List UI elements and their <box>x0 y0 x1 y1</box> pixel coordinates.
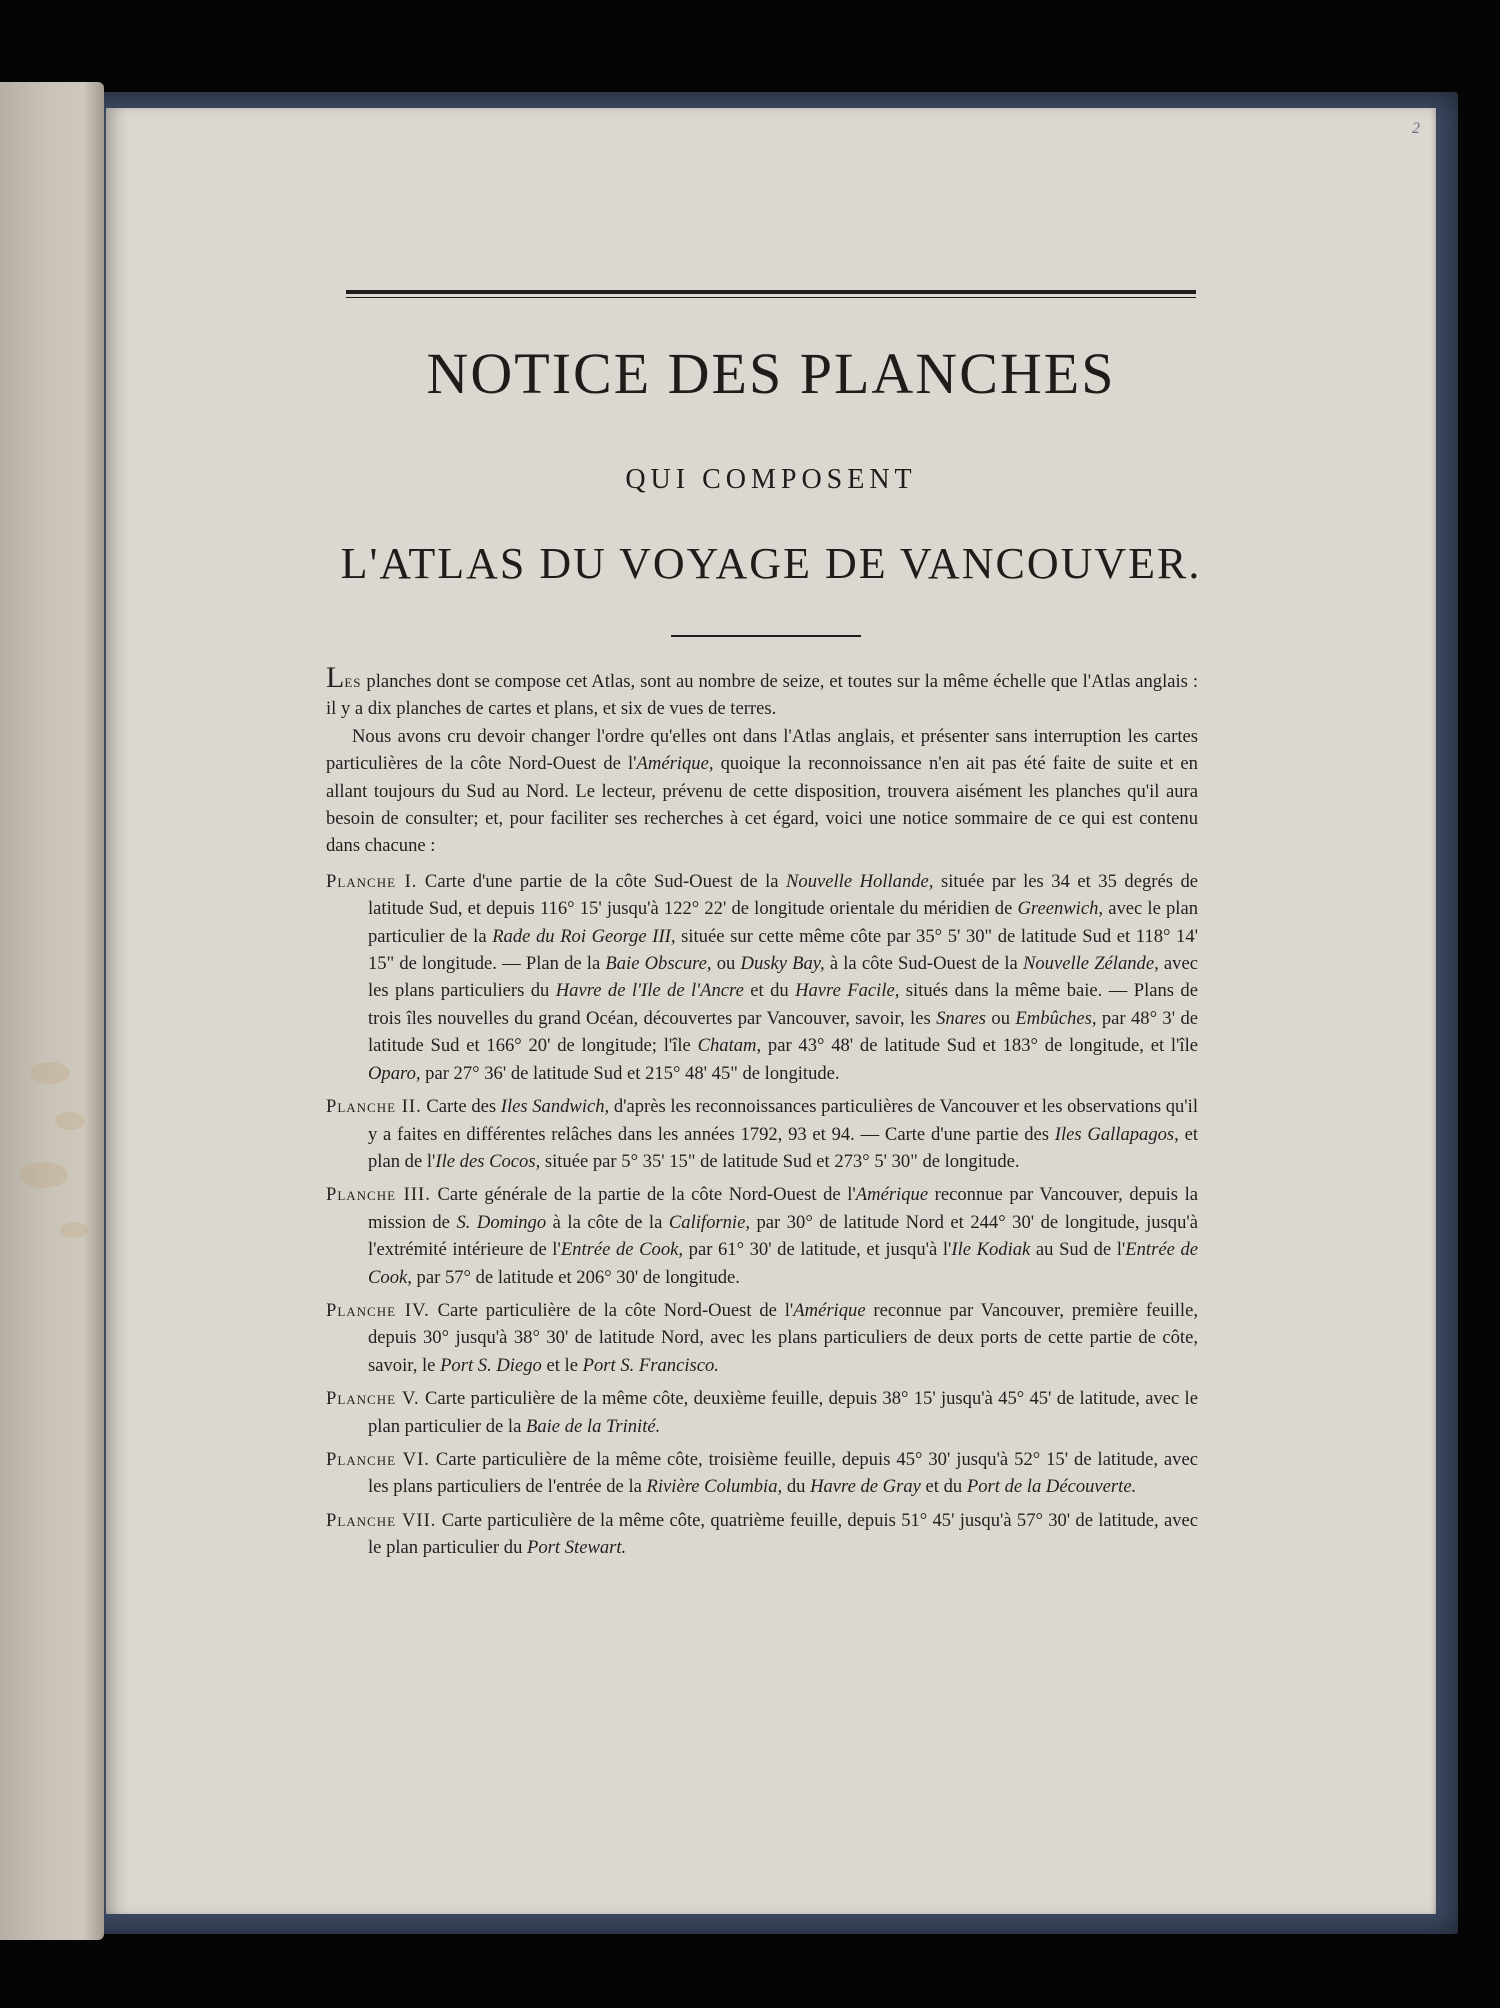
plate-text: reconnue par Vancouver, première feuille, depuis 30° jusqu'à 38° 30' de latitude Nord, avec les plans particuliers de deux ports de cette partie de côte, savoir, le <box>368 1299 1198 1376</box>
plate-place-name: Havre de l'Ile de l'Ancre <box>555 980 744 1002</box>
plate-text: Carte particulière de la même côte, quatrième feuille, depuis 51° 45' jusqu'à 57° 30' de latitude, avec le plan particulier du <box>368 1509 1198 1559</box>
plate-text: par 43° 48' de latitude Sud et 183° de longitude, et l'île <box>761 1035 1198 1057</box>
plate-place-name: Iles Gallapagos, <box>1054 1123 1179 1145</box>
intro-paragraph-2: Nous avons cru devoir changer l'ordre qu'elles ont dans l'Atlas anglais, et présenter sans interruption les cartes particulières de la côte Nord-Ouest de l'Amérique, quoique la reconnoissance n'en ait pas été faite de suite et en allant toujours du Sud au Nord. Le lecteur, prévenu de cette disposition, trouvera aisément les planches qu'il aura besoin de consulter; et, pour faciliter ses recherches à cet égard, voici une notice sommaire de ce qui est contenu dans chacune : <box>326 725 1198 857</box>
plate-place-name: Iles Sandwich, <box>500 1096 610 1118</box>
plate-place-name: Havre Facile, <box>795 980 900 1002</box>
plate-place-name: Chatam, <box>697 1035 762 1057</box>
plate-text: par 48° 3' de latitude Sud et 166° 20' de longitude; l'île <box>368 1007 1199 1057</box>
plate-entry <box>326 1093 1198 1175</box>
plate-entry <box>326 1446 1198 1501</box>
plate-label: Planche VI. <box>326 1448 430 1470</box>
plate-text: Carte particulière de la même côte, troisième feuille, depuis 45° 30' jusqu'à 52° 15' de latitude, avec les plans particuliers de l'entrée de la <box>368 1448 1198 1498</box>
plate-place-name: Havre de Gray <box>810 1476 921 1498</box>
notice-body <box>326 661 1199 1568</box>
plate-text: avec le plan particulier de la <box>368 898 1198 947</box>
plate-text: Carte d'une partie de la côte Sud-Ouest de la <box>417 870 787 892</box>
plate-place-name: Oparo, <box>368 1062 421 1084</box>
plate-text: ou <box>986 1007 1016 1029</box>
plate-place-name: Embûches, <box>1015 1007 1097 1029</box>
plate-text: avec les plans particuliers du <box>368 953 1198 1002</box>
plate-text: du <box>782 1476 811 1498</box>
drop-cap: L <box>326 661 345 694</box>
plate-text: reconnue par Vancouver, depuis la mission de <box>368 1184 1198 1233</box>
plate-text: par 57° de latitude et 206° 30' de longitude. <box>411 1266 740 1288</box>
plate-text: par 27° 36' de latitude Sud et 215° 48' 45" de longitude. <box>420 1062 840 1084</box>
top-double-rule <box>346 290 1196 294</box>
plate-text: d'après les reconnoissances particulières de Vancouver et les observations qu'il y a faites en différentes relâches dans les années 1792, 93 et 94. — Carte d'une partie des <box>368 1096 1198 1145</box>
plate-entry <box>326 1297 1198 1379</box>
plate-place-name: S. Domingo <box>456 1211 547 1233</box>
plate-place-name: Amérique <box>793 1299 866 1321</box>
plate-place-name: Nouvelle Hollande, <box>786 870 934 892</box>
intro-paragraph-1: Les planches dont se compose cet Atlas, sont au nombre de seize, et toutes sur la même échelle que l'Atlas anglais : il y a dix planches de cartes et plans, et six de vues de terres. <box>326 661 1198 720</box>
plate-label: Planche III. <box>326 1184 431 1206</box>
plate-text: et le <box>541 1354 583 1376</box>
folio-number: 2 <box>1412 120 1420 137</box>
plate-entry <box>326 1507 1198 1562</box>
plate-place-name: Ile des Cocos, <box>435 1150 541 1172</box>
page-subtitle: QUI COMPOSENT <box>625 464 917 495</box>
plate-text: Carte générale de la partie de la côte Nord-Ouest de l' <box>430 1184 856 1206</box>
plate-text: située par 5° 35' 15" de latitude Sud et 273° 5' 30" de longitude. <box>540 1150 1020 1172</box>
plate-entry <box>326 868 1198 1087</box>
plate-place-name: Snares <box>936 1007 987 1029</box>
plate-label: Planche V. <box>326 1388 420 1410</box>
plate-label: Planche I. <box>326 870 418 892</box>
plate-text: à la côte de la <box>546 1211 669 1233</box>
plate-text: Carte des <box>421 1096 501 1118</box>
plate-place-name: Port S. Diego <box>440 1354 542 1376</box>
plate-text: par 30° de latitude Nord et 244° 30' de longitude, jusqu'à l'extrémité intérieure de l' <box>368 1211 1198 1261</box>
title-divider <box>671 635 861 637</box>
plate-place-name: Port Stewart. <box>527 1537 627 1559</box>
plate-place-name: Entrée de Cook, <box>368 1239 1198 1288</box>
plate-place-name: Amérique <box>855 1184 929 1206</box>
plate-text: au Sud de l' <box>1030 1239 1126 1261</box>
plate-place-name: Port de la Découverte. <box>966 1476 1137 1498</box>
plate-text: située sur cette même côte par 35° 5' 30" de latitude Sud et 118° 14' 15" de longitude. — Plan de la <box>368 925 1198 975</box>
plate-entry <box>326 1181 1198 1291</box>
plate-text: et du <box>920 1476 967 1498</box>
plate-text: située par les 34 et 35 degrés de latitude Sud, et depuis 116° 15' jusqu'à 122° 22' de longitude orientale du méridien de <box>368 870 1198 920</box>
plate-place-name: Entrée de Cook, <box>560 1239 684 1261</box>
plate-label: Planche II. <box>326 1096 422 1118</box>
facing-page <box>0 82 104 1940</box>
plate-text: à la côte Sud-Ouest de la <box>824 953 1023 975</box>
page-title: NOTICE DES PLANCHES <box>426 341 1116 406</box>
plate-place-name: Dusky Bay, <box>740 953 825 975</box>
atlas-title: L'ATLAS DU VOYAGE DE VANCOUVER. <box>340 539 1202 588</box>
plate-place-name: Nouvelle Zélande, <box>1022 953 1159 975</box>
plate-place-name: Port S. Francisco. <box>582 1354 719 1376</box>
plate-text: ou <box>711 953 741 975</box>
plate-place-name: Greenwich, <box>1017 898 1104 920</box>
plate-place-name: Rivière Columbia, <box>646 1476 783 1498</box>
plate-place-name: Baie Obscure, <box>605 953 712 975</box>
plate-label: Planche VII. <box>326 1509 437 1531</box>
plate-place-name: Californie, <box>668 1211 750 1233</box>
plate-text: par 61° 30' de latitude, et jusqu'à l' <box>683 1239 952 1261</box>
plate-place-name: Baie de la Trinité. <box>525 1415 661 1437</box>
plates-list <box>326 868 1198 1562</box>
plate-text: Carte particulière de la côte Nord-Ouest de l' <box>429 1299 794 1321</box>
plate-label: Planche IV. <box>326 1299 430 1321</box>
plate-entry <box>326 1385 1198 1440</box>
plate-text: situés dans la même baie. — Plans de trois îles nouvelles du grand Océan, découvertes par Vancouver, savoir, les <box>368 980 1198 1029</box>
book-page <box>106 108 1436 1914</box>
plate-place-name: Ile Kodiak <box>951 1239 1031 1261</box>
plate-text: Carte particulière de la même côte, deuxième feuille, depuis 38° 15' jusqu'à 45° 45' de latitude, avec le plan particulier de la <box>368 1388 1198 1437</box>
plate-text: et du <box>743 980 796 1002</box>
plate-place-name: Rade du Roi George III, <box>492 925 676 947</box>
plate-text: et plan de l' <box>368 1123 1198 1172</box>
